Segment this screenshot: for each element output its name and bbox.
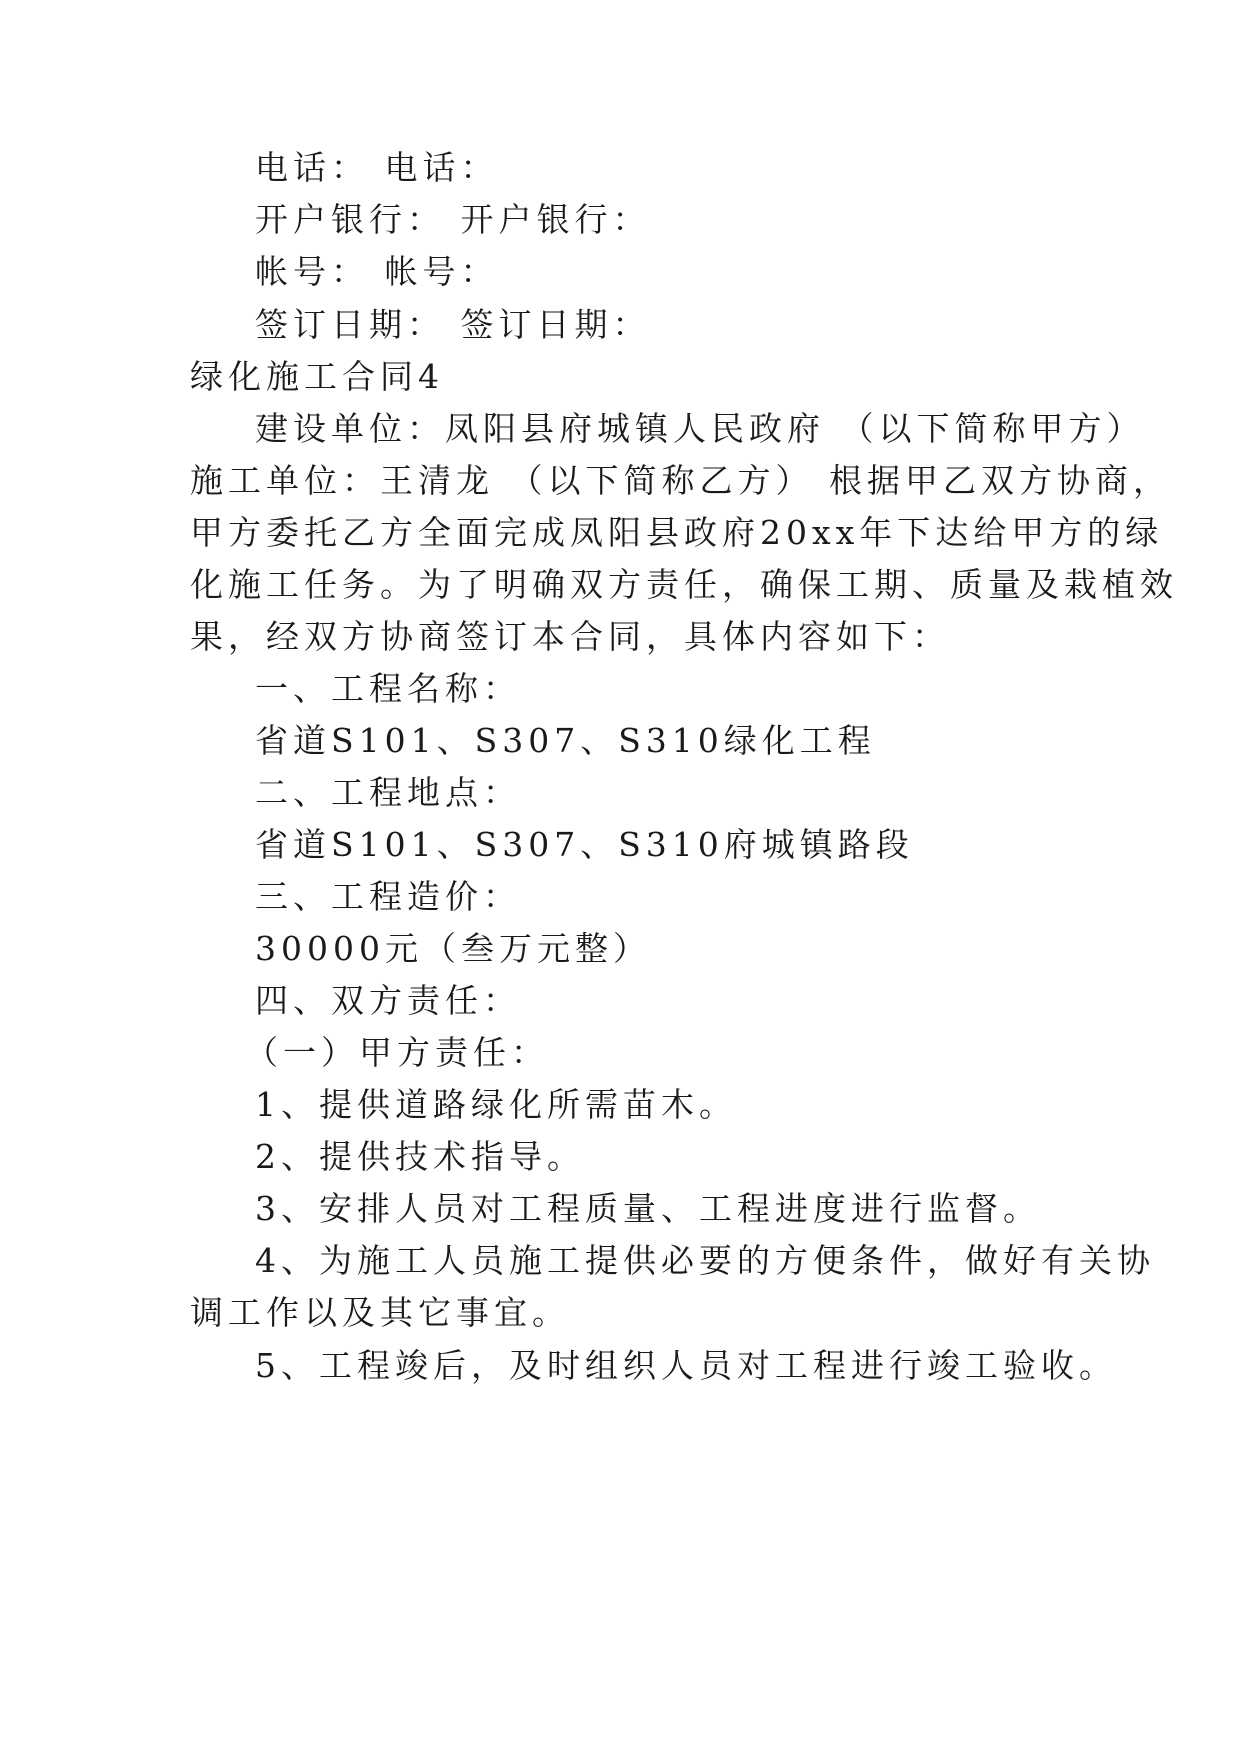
duty-item-1: 1、提供道路绿化所需苗木。 xyxy=(255,1085,737,1124)
intro-line-1: 建设单位：凤阳县府城镇人民政府 （以下简称甲方） xyxy=(255,409,1145,448)
duty-item-2: 2、提供技术指导。 xyxy=(255,1137,585,1176)
section-1-value: 省道S101、S307、S310绿化工程 xyxy=(255,721,876,760)
intro-line-5: 果，经双方协商签订本合同，具体内容如下： xyxy=(190,617,950,656)
contract-title: 绿化施工合同4 xyxy=(190,357,444,396)
intro-line-4: 化施工任务。为了明确双方责任，确保工期、质量及栽植效 xyxy=(190,565,1178,604)
section-2-value: 省道S101、S307、S310府城镇路段 xyxy=(255,825,914,864)
section-4-heading: 四、双方责任： xyxy=(255,981,521,1020)
section-4-subheading: （一）甲方责任： xyxy=(245,1033,549,1072)
account-line: 帐号： 帐号： xyxy=(255,252,499,291)
duty-item-4-line-1: 4、为施工人员施工提供必要的方便条件，做好有关协 xyxy=(255,1241,1155,1280)
duty-item-3: 3、安排人员对工程质量、工程进度进行监督。 xyxy=(255,1189,1041,1228)
intro-line-2: 施工单位：王清龙 （以下简称乙方） 根据甲乙双方协商， xyxy=(190,461,1171,500)
section-3-heading: 三、工程造价： xyxy=(255,877,521,916)
duty-item-4-line-2: 调工作以及其它事宜。 xyxy=(190,1293,570,1332)
duty-item-5: 5、工程竣后，及时组织人员对工程进行竣工验收。 xyxy=(255,1346,1117,1385)
sign-date-line: 签订日期： 签订日期： xyxy=(255,305,651,344)
bank-line: 开户银行： 开户银行： xyxy=(255,200,651,239)
intro-line-3: 甲方委托乙方全面完成凤阳县政府20xx年下达给甲方的绿 xyxy=(190,513,1164,552)
section-2-heading: 二、工程地点： xyxy=(255,773,521,812)
section-3-value: 30000元（叁万元整） xyxy=(255,929,651,968)
section-1-heading: 一、工程名称： xyxy=(255,669,521,708)
phone-line: 电话： 电话： xyxy=(255,148,499,187)
